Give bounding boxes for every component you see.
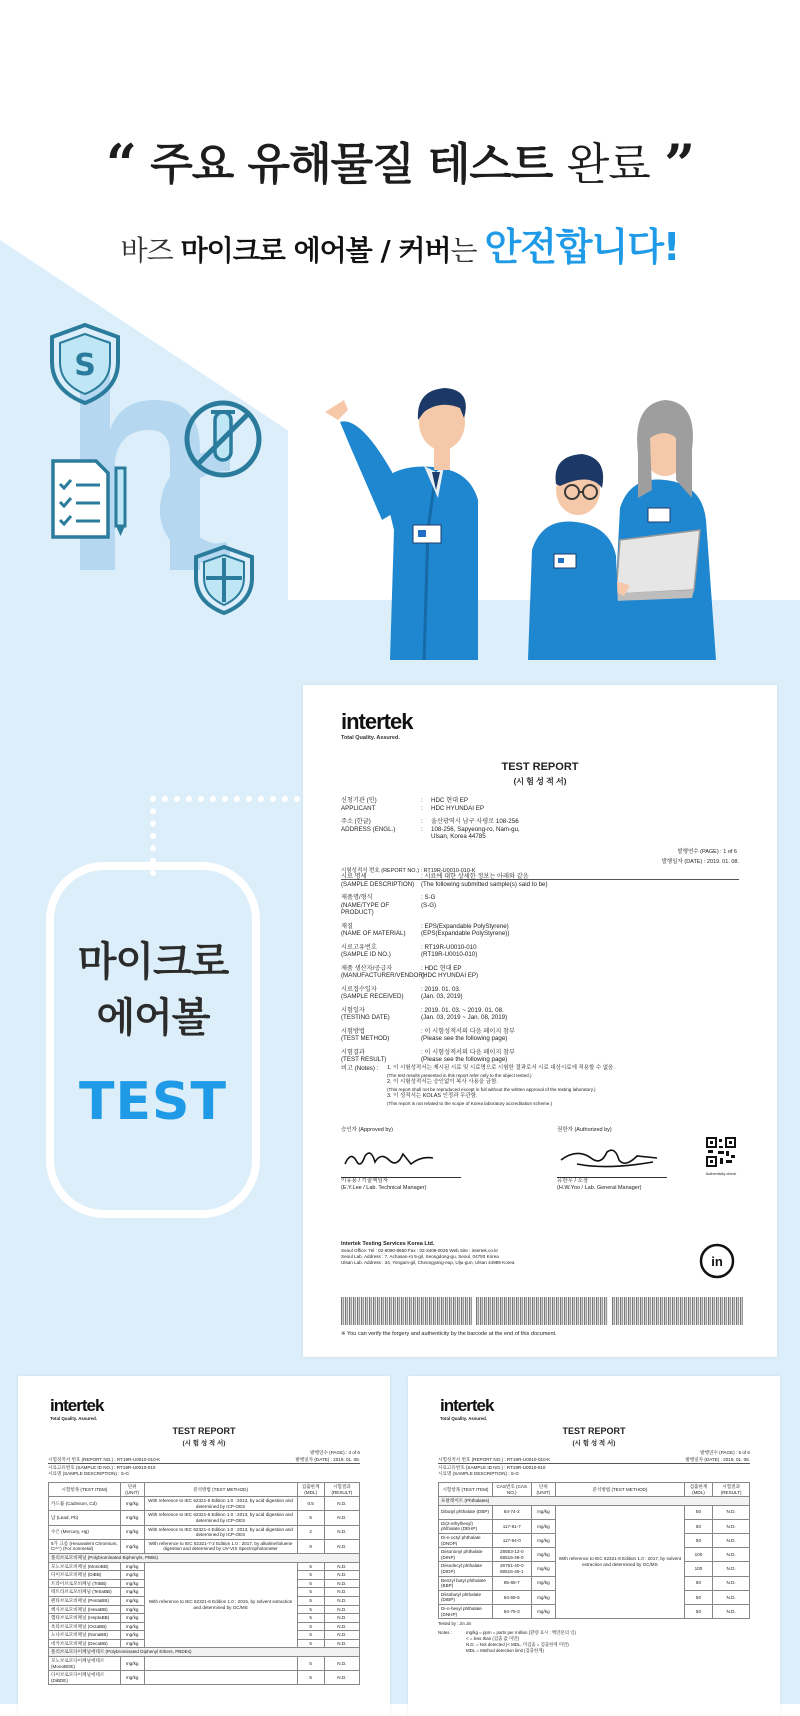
cell-unit: mg/kg [120,1631,144,1640]
testing-date-value: : 2019. 01. 03. ~ 2019. 01. 08. [421,1006,504,1014]
applicant-key: 신청기관 (인) [341,797,377,804]
table-row [49,1511,360,1525]
table-row [49,1671,360,1685]
authorizer-signature [557,1142,667,1172]
cell-item: Dibutyl phthalate (DBP) [439,1505,493,1519]
col-header-method: 분석방법 (TEST METHOD) [144,1483,297,1497]
table-section-row [49,1648,360,1657]
cell-result: N.D. [324,1497,359,1511]
cell-result: N.D. [324,1622,359,1631]
notes-label: 비고 (Notes) : [341,1065,379,1072]
no-test-tube-icon [182,398,264,480]
cell-mdl: 5 [297,1622,324,1631]
cell-result: N.D. [713,1519,750,1533]
cell-item: Diisobutyl phthalate (DIBP) [439,1590,493,1604]
cell-result: N.D. [324,1525,359,1539]
address-value-en: 108-256, Sapyeong-ro, Nam-gu, [431,825,520,833]
test-report-page-5 [408,1376,780,1716]
material-key: 재질 [341,922,353,930]
cell-result: N.D. [324,1571,359,1580]
issue-date: 발행일자 (DATE) : 2019. 01. 08. [295,1457,360,1462]
cell-result: N.D. [713,1562,750,1576]
sample-description: 시료명 (SAMPLE DESCRIPTION) : S-G [48,1471,129,1476]
cell-result: N.D. [713,1604,750,1618]
method-key-en: (TEST METHOD) [341,1035,390,1042]
received-value-en: (Jan. 03, 2019) [421,993,463,1000]
report-title-ko: (시 험 성 적 서) [182,1440,226,1447]
cell-result: N.D. [713,1590,750,1604]
barcode-2 [476,1297,607,1325]
cell-unit: mg/kg [120,1657,144,1671]
cell-item: 다이브로모다이페닐에테르 (DiBDE) [49,1671,121,1685]
sample-description: 시료명 (SAMPLE DESCRIPTION) : S-G [438,1471,519,1476]
barcode-3 [612,1297,743,1325]
cell-unit: mg/kg [120,1588,144,1597]
issue-date: 발행일자 (DATE) : 2019. 01. 08. [661,859,739,865]
cell-result: N.D. [713,1533,750,1547]
headline-light: 완료 [566,139,650,190]
cell-item: 데카브로모비페닐 (DecaBB) [49,1639,121,1648]
page-number: 발행연수 (PAGE) : 1 of 6 [677,849,737,855]
cell-result: N.D. [324,1631,359,1640]
report-number: 시험성적서 번호 (REPORT NO.) : RT19R-U0010-010-K [48,1457,161,1462]
cell-unit: mg/kg [120,1639,144,1648]
section-phthalates: 프탈레이트 (Phthalates) [439,1497,750,1506]
cell-mdl: 50 [684,1604,713,1618]
address-key-en: ADDRESS (ENGL.) [341,825,396,833]
cell-result: N.D. [324,1539,359,1553]
cell-cas: 117-84-0 [492,1533,531,1547]
table-row [49,1562,360,1571]
phthalates-table [438,1482,750,1619]
cell-item: 모노브로모다이페닐에테르 (MonoBDE) [49,1657,121,1671]
cell-item: 모노브로모비페닐 (MonoBB) [49,1562,121,1571]
note-2-en: (This report shall not be reproduced except in full without the written approval of the testing laboratory.) [387,1087,596,1092]
col-header-mdl: 검출한계 (MDL) [684,1483,713,1497]
received-key-en: (SAMPLE RECEIVED) [341,993,404,1000]
intertek-tagline: Total Quality. Assured. [50,1416,98,1421]
intertek-logo: intertek [50,1396,104,1415]
report-title-ko: (시 험 성 적 서) [513,777,567,786]
note-2: < = less than (검출 값 미만) [466,1636,519,1642]
cell-result: N.D. [324,1614,359,1623]
received-key: 시료접수일자 [341,985,377,993]
cell-item: 6가 크롬 (Hexavalent Chromium, Cr⁶⁺) (For nonmetal) [49,1539,121,1553]
cell-mdl: 100 [684,1562,713,1576]
col-header-unit: 단위 (UNIT) [531,1483,556,1497]
cell-result: N.D. [324,1657,359,1671]
sample-id: 시료고유번호 (SAMPLE ID NO.) : RT19R-U0010-010 [48,1465,156,1470]
cell-mdl: 50 [684,1519,713,1533]
cell-item: 테트라브로모비페닐 (TetraBB) [49,1588,121,1597]
report-title: TEST REPORT [501,761,579,773]
svg-text:S: S [74,348,96,383]
cell-item: Di(2-ethylhexyl) phthalate (DEHP) [439,1519,493,1533]
cell-method: With reference to IEC 62321-7-2 Edition 1.0 : 2017, by alkaline/toluene digestion and determined by UV-VIS Spectrophotometer [144,1539,297,1553]
cell-cas: 84-75-3 [492,1604,531,1618]
cell-unit: mg/kg [120,1562,144,1571]
authorizer-name: 유한우 / 소장 [557,1178,589,1184]
result-value-en: (Please see the following page) [421,1056,508,1063]
cell-method: With reference to IEC 62321-5 Edition 1.0 : 2013, by acid digestion and determined by ICP-OES [144,1497,297,1511]
col-header-mdl: 검출한계 (MDL) [297,1483,324,1497]
col-header-item: 시험항목 (TEST ITEM) [439,1483,493,1497]
ulsan-lab: Ulsan Lab. Address : 34, Yongam-gil, Cheongyang-eup, Ulju-gun, Ulsan 44989 Korea [341,1260,515,1265]
table-row [49,1497,360,1511]
sub-product: 마이크로 에어볼 / 커버 [180,234,451,267]
cell-item: 헵타브로모비페닐 (HeptaBB) [49,1614,121,1623]
report-title-ko: (시 험 성 적 서) [572,1440,616,1447]
page-number: 발행연수 (PAGE) : 3 of 6 [310,1450,360,1455]
intertek-seal-icon [697,1241,737,1281]
result-key: 시험결과 [341,1048,365,1056]
sub-particle: 는 [450,234,485,267]
cell-unit: mg/kg [120,1579,144,1588]
cell-item: Benzyl butyl phthalate (BBP) [439,1576,493,1590]
notes-block [341,1065,751,1107]
section-pbde: 폴리브로모다이페닐에테르 (Polybrominated Diphenyl Ethers, PBDEs) [49,1648,360,1657]
cell-method: With reference to IEC 62321-5 Edition 1.0 : 2013, by acid digestion and determined by ICP-OES [144,1511,297,1525]
cell-result: N.D. [713,1548,750,1562]
cell-method: With reference to IEC 62321-4 Edition 1.0 : 2013, by acid digestion and determined by ICP-OES [144,1525,297,1539]
method-value: : 이 시험성적서의 다음 페이지 참부 [421,1027,515,1035]
result-value: : 이 시험성적서의 다음 페이지 참부 [421,1048,515,1056]
report-number: 시험성적서 번호 (REPORT NO.) : RT19R-U0010-010-K [438,1457,551,1462]
sub-prefix: 바즈 [120,234,181,267]
cell-unit: mg/kg [120,1525,144,1539]
cell-result: N.D. [324,1562,359,1571]
product-value-en: (S-G) [421,901,437,909]
authorized-by-label: 권한자 (Authorized by) [557,1127,612,1133]
seoul-office: Seoul Office: Tel : 02-6090-8550 Fax : 02-3409-0025 Web Site : intertek.co.kr [341,1248,499,1253]
cell-result: N.D. [324,1605,359,1614]
sample-id-key: 시료고유번호 [341,943,377,951]
cell-item: 옥타브로모비페닐 (OctaBB) [49,1622,121,1631]
manufacturer-key: 제품 생산자/공급자 [341,964,393,972]
intertek-logo: intertek [341,709,413,734]
intertek-tagline: Total Quality. Assured. [341,735,400,741]
material-value-en: (EPS(Expandable PolyStyrene)) [421,930,510,937]
cell-unit: mg/kg [531,1562,556,1576]
note-3: 3. 이 성적서는 KOLAS 인정과 무관함. [387,1093,478,1099]
cell-unit: mg/kg [120,1614,144,1623]
sample-id: 시료고유번호 (SAMPLE ID NO.) : RT19R-U0010-010 [438,1465,546,1470]
cell-item: Diisodecyl phthalate (DIDP) [439,1562,493,1576]
note-3: N.D. = Not detected (< MDL, 미검출 = 검출한계 미만) [466,1642,569,1648]
cell-mdl: 5 [297,1596,324,1605]
report-number: 시험성적서 번호 (REPORT NO.) : RT19R-U0010-010-K [341,868,476,874]
cell-unit: mg/kg [120,1539,144,1553]
cell-result: N.D. [324,1511,359,1525]
address-value: 울산광역시 남구 사평로 108-256 [431,818,519,825]
svg-text:in: in [711,1254,723,1269]
cell-cas: 84-69-5 [492,1590,531,1604]
cell-mdl: 5 [297,1614,324,1623]
sample-key-en: (SAMPLE DESCRIPTION) [341,880,415,888]
shield-dollar-icon [48,322,122,406]
cell-unit: mg/kg [120,1671,144,1685]
col-header-cas: CAS번호 (CAS NO.) [492,1483,531,1497]
material-key-en: (NAME OF MATERIAL) [341,930,406,937]
cell-result: N.D. [324,1596,359,1605]
manufacturer-value: : HDC 현대 EP [421,964,462,972]
cell-method: With reference to IEC 62321-8 Edition 1.0 : 2017, by solvent extraction and determined by GC/MS [556,1505,685,1618]
cell-unit: mg/kg [531,1519,556,1533]
researchers-illustration [320,380,790,660]
table-row [49,1525,360,1539]
intertek-logo: intertek [440,1396,494,1415]
cell-mdl: 0.5 [297,1497,324,1511]
cell-mdl: 2 [297,1525,324,1539]
product-key-en: (NAME/TYPE OF PRODUCT) [341,901,390,916]
sub-emphasis: 안전합니다! [484,225,680,269]
col-header-method: 분석방법 (TEST METHOD) [556,1483,685,1497]
cell-result: N.D. [324,1671,359,1685]
applicant-key-en: APPLICANT [341,804,376,812]
quote-open: “ [105,132,136,196]
manufacturer-value-en: (HDC HYUNDAI EP) [421,972,479,979]
note-3-en: (This report is not related to the scope of Korea laboratory accreditation scheme.) [387,1101,553,1106]
cell-unit: mg/kg [120,1511,144,1525]
label-line3: TEST [79,1072,227,1132]
cell-result: N.D. [713,1505,750,1519]
col-header-result: 시험결과 (RESULT) [324,1483,359,1497]
method-value-en: (Please see the following page) [421,1035,508,1042]
cell-result: N.D. [324,1588,359,1597]
note-1-en: (The test results presented in this report refer only to the object tested.) [387,1073,532,1078]
checklist-icon [50,458,130,540]
cell-cas: 84-74-2 [492,1505,531,1519]
page-subheadline [0,216,800,271]
cell-item: Di-n-octyl phthalate (DNOP) [439,1533,493,1547]
report-title: TEST REPORT [172,1426,236,1436]
cell-item: 카드뮴 (Cadmium, Cd) [49,1497,121,1511]
company-name: Intertek Testing Services Korea Ltd. [341,1241,435,1247]
cell-mdl: 5 [297,1511,324,1525]
test-report-page-1: intertek Total Quality. Assured. TEST REPORT (시 험 성 적 서) 신청기관 (인) : HDC 현대 EP APPLICANT : HDC HYUNDAI EP 주소 (한글) : 울산광역시 남구 사평로 108-256 ADDRESS (ENGL.) : 108-256, Sapyeong-ro, Nam-gu, Ulsan, Korea 44785 발행연수 (PAGE) : 1 of 6 시험성적서 번호 (REPORT NO.) : RT19R-U0010-010-K 발행일자 (DATE) : 2019. 01. 08. 시료 명세 : 시료에 대한 상세한 정보는 아래와 같음 (SAMPLE DESCRIPTION) (The following submitted sample(s) said to be) 제품명/형식 : S-G (NAME/TYPE OF PRODUCT) (S-G) 재질 : EPS(Expandable PolyStyrene) (NAME OF MATERIAL) (EPS(Expandable PolyStyrene)) 시료고유번호 : RT19R-U0010-010 (SAMPLE ID NO.) (RT19R-U0010-010) 제품 생산자/공급자 : HDC 현대 EP (MANUFACTURER/VENDOR) (HDC HYUNDAI EP) 시료접수일자 : 2019. 01. 03. (SAMPLE RECEIVED) (Jan. 03, 2019) 시험일자 : 2019. 01. 03. ~ 2019. 01. 08. (TESTING DATE) (Jan. 03, 2019 ~ Jan. 08, 2019) 시험방법 : 이 시험성적서의 다음 페이지 참부 (TEST METHOD) (Please see the following page) 시험결과 : 이 시험성적서의 다음 페이지 참부 (TEST RESULT) (Please see the following page) 비고 (Notes) : 1. 이 시험성적서는 제시된 시료 및 시료명으로 시험한 결과로서 시료 대상시료에 적용할 수 없음. (The test results presented in this report refer only to the object tested.) 2. 이 시험성적서는 승인없이 복사 사용을 금함. (This report shall not be reproduced except in full without the written approval of the testing laboratory.) 3. 이 성적서는 KOLAS 인정과 무관함. (This report is not related to the scope of Korea laboratory accreditation scheme.) 승인자 (Approved by) 이유용 / 기술책임자 (E.Y.Lee / Lab. Technical Manager) 권한자 (Authorized by) 유한우 / 소장 (H.W.Yoo / Lab. General Manager) Authenticity check Intertek Testing Services Korea Ltd. Seoul Office: Tel : 02-6090-8550 Fax : 02-3409-0025 Web Site : intertek.co.kr Seoul Lab. Address : 7, Achasan-ro 5-gil, Seongdong-gu, Seoul, 04793 Korea Ulsan Lab. Address : 34, Yongam-gil, Cheongyang-eup, Ulju-gun, Ulsan 44989 Korea in ※ You can verify the forgery and authenticity by the barcode at the end of this document. [303,685,777,1357]
cell-unit: mg/kg [120,1622,144,1631]
sample-id-key-en: (SAMPLE ID NO.) [341,951,391,958]
page-number: 발행연수 (PAGE) : 5 of 6 [700,1450,750,1455]
label-line1: 마이크로 [77,939,229,985]
cell-mdl: 5 [297,1571,324,1580]
headline-bold: 주요 유해물질 테스트 [150,139,553,190]
manufacturer-key-en: (MANUFACTURER/VENDOR) [341,972,425,979]
method-key: 시험방법 [341,1027,365,1035]
cell-item: 트라이브로모비페닐 (TriBB) [49,1579,121,1588]
product-key: 제품명/형식 [341,894,373,901]
cell-mdl: 5 [297,1579,324,1588]
testing-date-key: 시험일자 [341,1006,365,1014]
sample-id-value-en: (RT19R-U0010-010) [421,951,478,958]
page-headline [0,128,800,196]
table-section-row [439,1497,750,1506]
note-1: 1. 이 시험성적서는 제시된 시료 및 시료명으로 시험한 결과로서 시료 대상시료에 적용할 수 없음. [387,1065,615,1071]
cell-item: 납 (Lead, Pb) [49,1511,121,1525]
note-2: 2. 이 시험성적서는 승인없이 복사 사용을 금함. [387,1079,498,1085]
table-section-row [49,1553,360,1562]
cell-mdl: 50 [684,1590,713,1604]
cell-mdl: 50 [684,1533,713,1547]
cell-item: 노나브로모비페닐 (NonaBB) [49,1631,121,1640]
cell-item: 수은 (Mercury, Hg) [49,1525,121,1539]
cell-cas: 117-81-7 [492,1519,531,1533]
col-header-unit: 단위 (UNIT) [120,1483,144,1497]
col-header-item: 시험항목 (TEST ITEM) [49,1483,121,1497]
label-line2: 에어볼 [96,995,210,1041]
approver-signature [341,1142,461,1172]
received-value: : 2019. 01. 03. [421,985,461,993]
cell-mdl: 5 [297,1588,324,1597]
cell-item: 펜타브로모비페닐 (PentaBB) [49,1596,121,1605]
product-value: : S-G [421,894,436,901]
cell-item: Diisononyl phthalate (DINP) [439,1548,493,1562]
table-row [49,1657,360,1671]
testing-date-key-en: (TESTING DATE) [341,1014,390,1021]
approver-name: 이유용 / 기술책임자 [341,1178,389,1184]
cell-cas: 28553-12-0 68515-48-0 [492,1548,531,1562]
dotted-connector-horizontal [150,796,300,802]
authenticity-check-label: Authenticity check [705,1172,737,1176]
applicant-value: HDC 현대 EP [431,797,469,804]
cell-mdl: 50 [684,1505,713,1519]
cell-mdl: 5 [297,1671,324,1685]
issue-date: 발행일자 (DATE) : 2019. 01. 08. [685,1457,750,1462]
section-pbb: 폴리브로모비페닐 (Polybrominated Biphenyls, PBBs) [49,1553,360,1562]
cell-mdl: 5 [297,1631,324,1640]
verify-note: ※ You can verify the forgery and authenticity by the barcode at the end of this document. [341,1331,557,1337]
cell-unit: mg/kg [531,1576,556,1590]
seoul-lab: Seoul Lab. Address : 7, Achasan-ro 5-gil, Seongdong-gu, Seoul, 04793 Korea [341,1254,499,1259]
note-4: MDL = Method detection limit (검출한계) [466,1648,544,1654]
sample-id-value: : RT19R-U0010-010 [421,943,477,951]
cell-unit: mg/kg [531,1505,556,1519]
cell-mdl: 5 [297,1605,324,1614]
cell-unit: mg/kg [120,1596,144,1605]
approved-by-label: 승인자 (Approved by) [341,1127,394,1133]
notes-label: Notes : [438,1630,452,1636]
material-value: : EPS(Expandable PolyStyrene) [421,922,509,930]
table-row [49,1539,360,1553]
note-1: mg/kg = ppm = parts per million (환량 표시 : 백만분의 일) [466,1630,576,1636]
col-header-result: 시험결과 (RESULT) [713,1483,750,1497]
cell-item: Di-n-hexyl phthalate (DNHP) [439,1604,493,1618]
testing-date-value-en: (Jan. 03, 2019 ~ Jan. 08, 2019) [421,1014,508,1021]
cell-result: N.D. [324,1639,359,1648]
cell-method: With reference to IEC 62321-6 Edition 1.0 : 2015, by solvent extraction and determined by GC/MS [144,1562,297,1648]
cell-unit: mg/kg [531,1533,556,1547]
cell-unit: mg/kg [531,1548,556,1562]
quote-close: ” [664,132,695,196]
cell-item: 헥사브로모비페닐 (HexaBB) [49,1605,121,1614]
approver-title: (E.Y.Lee / Lab. Technical Manager) [341,1185,427,1191]
cell-cas: 85-68-7 [492,1576,531,1590]
test-label-card [46,862,260,1218]
intertek-tagline: Total Quality. Assured. [440,1416,488,1421]
cell-unit: mg/kg [120,1605,144,1614]
address-key: 주소 (한글) [341,818,371,825]
test-report-page-3 [18,1376,390,1716]
sample-value-en: (The following submitted sample(s) said to be) [421,880,548,888]
applicant-value-en: HDC HYUNDAI EP [431,804,484,812]
address-value-en2: Ulsan, Korea 44785 [431,833,486,840]
barcode-1 [341,1297,472,1325]
table-row [439,1505,750,1519]
sample-key: 시료 명세 [341,873,367,880]
cell-mdl: 5 [297,1657,324,1671]
cell-mdl: 100 [684,1548,713,1562]
cell-mdl: 8 [297,1539,324,1553]
cell-mdl: 5 [297,1639,324,1648]
cell-mdl: 5 [297,1562,324,1571]
cell-cas: 26761-40-0 68515-49-1 [492,1562,531,1576]
authorizer-title: (H.W.Yoo / Lab. General Manager) [557,1185,642,1191]
sample-value: : 시료에 대한 상세한 정보는 아래와 같음 [421,873,529,880]
shield-cross-icon [192,544,256,616]
cell-result: N.D. [713,1576,750,1590]
cell-unit: mg/kg [531,1604,556,1618]
cell-unit: mg/kg [120,1571,144,1580]
result-key-en: (TEST RESULT) [341,1056,387,1063]
cell-unit: mg/kg [531,1590,556,1604]
cell-item: 다이브로모비페닐 (DiBB) [49,1571,121,1580]
cell-mdl: 50 [684,1576,713,1590]
qr-code [706,1137,736,1167]
cell-result: N.D. [324,1579,359,1588]
tested-by: Tested by : Jin Jin [438,1621,472,1627]
results-table [48,1482,360,1685]
report-title: TEST REPORT [562,1426,626,1436]
cell-unit: mg/kg [120,1497,144,1511]
